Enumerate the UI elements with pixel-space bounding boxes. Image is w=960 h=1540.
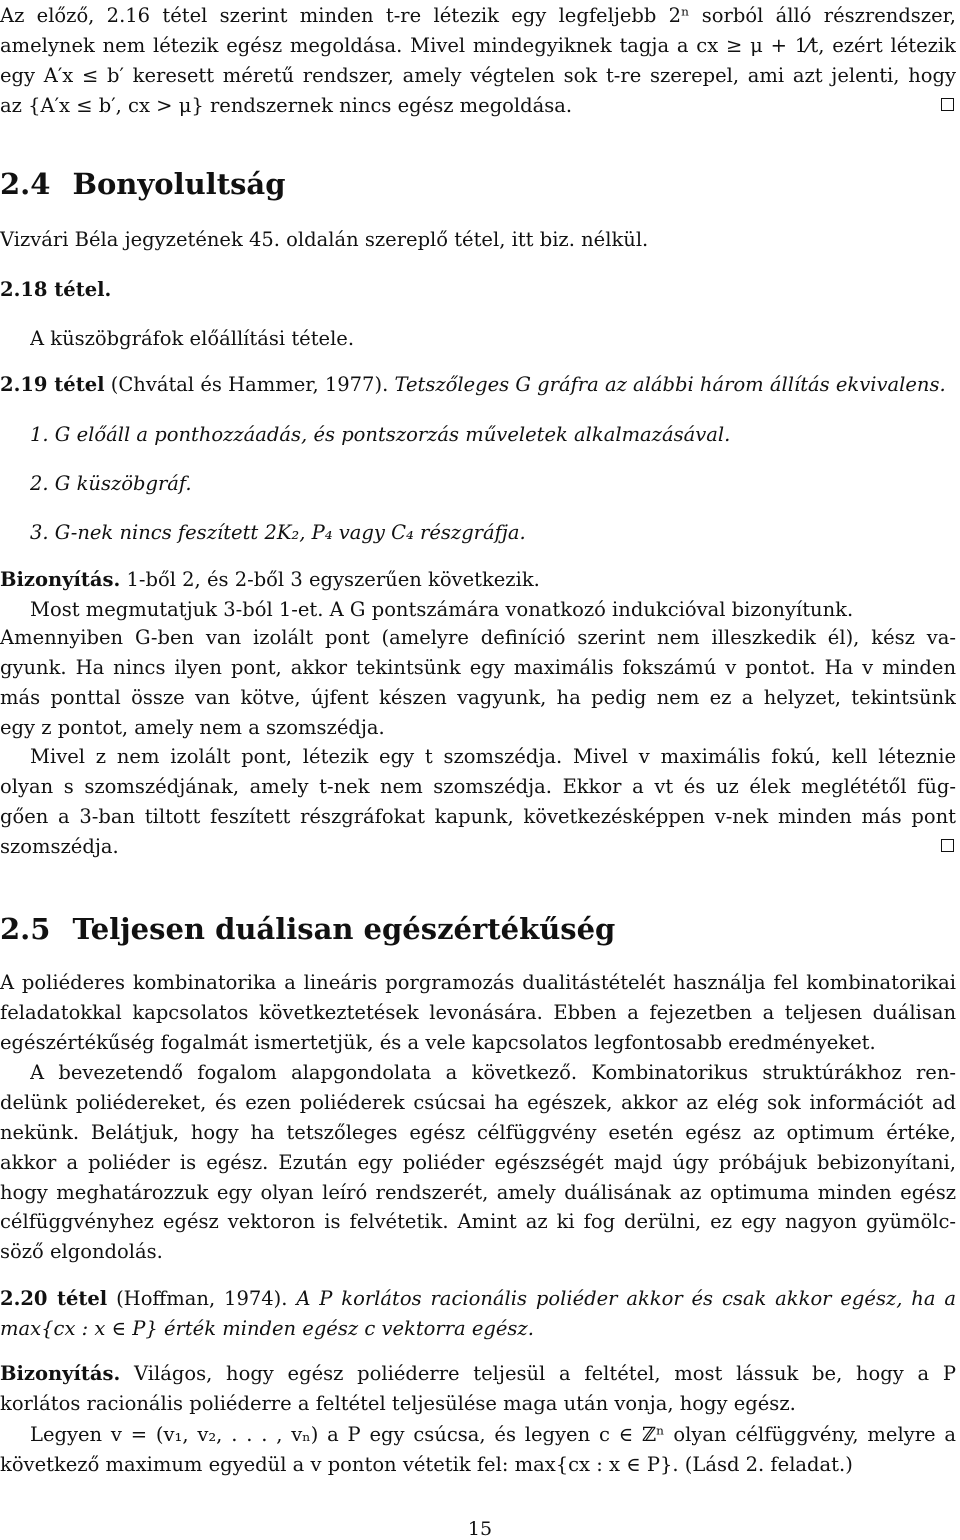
qed-box-icon (941, 98, 954, 111)
intro-line-3: egy A′x ≤ b′ keresett méretű rendszer, amely végtelen sok t-re szerepel, ami azt jelenti, hogy (0, 64, 956, 87)
proof-line-4: gyunk. Ha nincs ilyen pont, akkor tekintsünk egy maximális fokszámú v pontot. Ha v minden (0, 656, 956, 679)
proof-line-7: Mivel z nem izolált pont, létezik egy t szomszédja. Mivel v maximális fokú, kell léteznie (30, 745, 956, 768)
section-note: Vizvári Béla jegyzetének 45. oldalán szereplő tétel, itt biz. nélkül. (0, 228, 649, 251)
para2-line-2: delünk poliédereket, és ezen poliéderek csúcsai ha egészek, akkor az elég sok információt ad (0, 1091, 956, 1114)
proof-label: Bizonyítás. (0, 1362, 121, 1385)
theorem-2-20-line-1 (0, 1287, 956, 1311)
theorem-2-19 (0, 373, 956, 397)
theorem-2-20-attribution: (Hoffman, 1974). (116, 1287, 288, 1310)
proof-2-19-first-line (0, 568, 956, 592)
para2-line-7: söző elgondolás. (0, 1240, 163, 1263)
intro-line-2: amelynek nem létezik egész megoldása. Mivel mindegyiknek tagja a cx ≥ μ + 1⁄t, ezért létezik (0, 34, 956, 57)
page-number: 15 (467, 1518, 493, 1540)
para2-line-3: nekünk. Belátjuk, hogy ha tetszőleges egész célfüggvény esetén egész az optimum értéke, (0, 1121, 956, 1144)
section-title: Teljesen duálisan egészértékűség (72, 912, 616, 946)
proof-2-20-line-2: korlátos racionális poliéderre a feltétel teljesülése maga után vonja, hogy egész. (0, 1392, 796, 1415)
proof-text: Világos, hogy egész poliéderre teljesül a feltétel, most lássuk be, hogy a P (134, 1362, 956, 1385)
theorem-2-20-label: 2.20 tétel (0, 1287, 108, 1310)
theorem-2-19-attribution: (Chvátal és Hammer, 1977). (110, 373, 389, 396)
theorem-2-18-text: A küszöbgráfok előállítási tétele. (30, 327, 355, 350)
qed-box-icon (941, 839, 954, 852)
para2-line-5: hogy meghatározzuk egy olyan leíró rendszerét, amely duálisának az optimuma minden egész (0, 1181, 956, 1204)
proof-text: 1-ből 2, és 2-ből 3 egyszerűen következik. (126, 568, 540, 591)
intro-line-1: Az előző, 2.16 tétel szerint minden t-re létezik egy legfeljebb 2ⁿ sorból álló részrendszer, (0, 4, 956, 27)
theorem-2-19-label: 2.19 tétel (0, 373, 105, 396)
proof-line-5: más ponttal össze van kötve, újfent készen vagyunk, ha pedig nem ez a helyzet, tekintsünk (0, 686, 956, 709)
para2-line-6: célfüggvényhez egész vektoron is felvétetik. Amint az ki fog derülni, ez egy nagyon gyümölc- (0, 1210, 956, 1233)
section-number: 2.5 (0, 912, 51, 946)
proof-label: Bizonyítás. (0, 568, 121, 591)
proof-line-6: egy z pontot, amely nem a szomszédja. (0, 716, 385, 739)
section-2-5-heading (0, 911, 615, 947)
proof-line-3: Amennyiben G-ben van izolált pont (amelyre definíció szerint nem illeszkedik él), kész va- (0, 626, 956, 649)
section-number: 2.4 (0, 167, 51, 201)
theorem-item-3: 3. G-nek nincs feszített 2K₂, P₄ vagy C₄ részgráfja. (30, 521, 526, 544)
proof-2-20-line-4: következő maximum egyedül a v ponton vétetik fel: max{cx : x ∈ P}. (Lásd 2. feladat.) (0, 1453, 853, 1476)
theorem-2-20-statement: A P korlátos racionális poliéder akkor és csak akkor egész, ha a (296, 1287, 956, 1310)
theorem-item-1: 1. G előáll a ponthozzáadás, és pontszorzás műveletek alkalmazásával. (30, 423, 731, 446)
section-2-4-heading (0, 166, 286, 202)
para2-line-4: akkor a poliéder is egész. Ezután egy poliéder egészségét majd úgy próbájuk bebizonyítani, (0, 1151, 956, 1174)
proof-line-2: Most megmutatjuk 3-ból 1-et. A G pontszámára vonatkozó indukcióval bizonyítunk. (30, 598, 854, 621)
section-title: Bonyolultság (72, 167, 286, 201)
theorem-2-20-line-2: max{cx : x ∈ P} érték minden egész c vektorra egész. (0, 1317, 534, 1340)
para1-line-2: feladatokkal kapcsolatos következtetések levonására. Ebben a fejezetben a teljesen duálisan (0, 1001, 956, 1024)
theorem-2-18-label: 2.18 tétel. (0, 278, 112, 301)
proof-line-10: szomszédja. (0, 835, 119, 858)
para2-line-1: A bevezetendő fogalom alapgondolata a következő. Kombinatorikus struktúrákhoz ren- (30, 1061, 956, 1084)
proof-2-20-line-1 (0, 1362, 956, 1386)
proof-line-8: olyan s szomszédjának, amely t-nek nem szomszédja. Ekkor a vt és uz élek meglététől füg- (0, 775, 956, 798)
proof-line-9: gően a 3-ban tiltott feszített részgráfokat kapunk, következésképpen v-nek minden más pont (0, 805, 956, 828)
theorem-item-2: 2. G küszöbgráf. (30, 472, 192, 495)
para1-line-3: egészértékűség fogalmát ismertetjük, és a vele kapcsolatos legfontosabb eredményeket. (0, 1031, 876, 1054)
para1-line-1: A poliéderes kombinatorika a lineáris porgramozás dualitástételét használja fel kombinatorikai (0, 971, 956, 994)
theorem-2-19-statement: Tetszőleges G gráfra az alábbi három állítás ekvivalens. (394, 373, 946, 396)
intro-line-4: az {A′x ≤ b′, cx > μ} rendszernek nincs egész megoldása. (0, 94, 573, 117)
proof-2-20-line-3: Legyen v = (v₁, v₂, . . . , vₙ) a P egy csúcsa, és legyen c ∈ ℤⁿ olyan célfüggvény, melyre a (30, 1423, 956, 1446)
